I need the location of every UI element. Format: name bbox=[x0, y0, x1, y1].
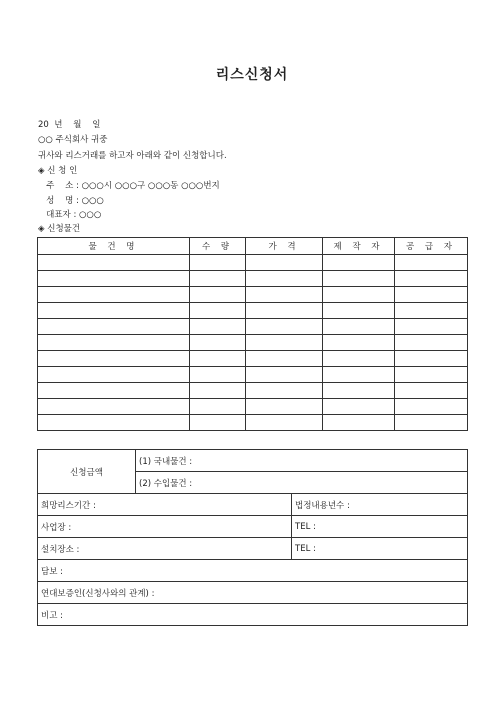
addressee: ○○ 주식회사 귀중 bbox=[38, 135, 108, 145]
table-row bbox=[38, 335, 468, 351]
date-line: 20 년 월 일 bbox=[38, 120, 101, 130]
table-row bbox=[38, 351, 468, 367]
cell-item-name[interactable] bbox=[38, 415, 190, 431]
business-site-field[interactable]: 사업장 : bbox=[38, 516, 292, 538]
cell-item-name[interactable] bbox=[38, 271, 190, 287]
cell-price[interactable] bbox=[246, 367, 323, 383]
tel-field-1[interactable]: TEL : bbox=[292, 516, 468, 538]
applicant-heading: ◈ 신 청 인 bbox=[38, 166, 78, 176]
cell-quantity[interactable] bbox=[190, 319, 246, 335]
cell-supplier[interactable] bbox=[395, 271, 468, 287]
cell-supplier[interactable] bbox=[395, 303, 468, 319]
intro-text: 귀사와 리스거래를 하고자 아래와 같이 신청합니다. bbox=[38, 151, 227, 161]
table-row bbox=[38, 383, 468, 399]
cell-quantity[interactable] bbox=[190, 383, 246, 399]
cell-supplier[interactable] bbox=[395, 335, 468, 351]
install-site-field[interactable]: 설치장소 : bbox=[38, 538, 292, 560]
cell-supplier[interactable] bbox=[395, 255, 468, 271]
remarks-field[interactable]: 비고 : bbox=[38, 604, 468, 626]
cell-quantity[interactable] bbox=[190, 303, 246, 319]
cell-manufacturer[interactable] bbox=[323, 415, 395, 431]
header-price: 가 격 bbox=[246, 238, 323, 255]
info-table bbox=[37, 449, 468, 626]
items-heading: ◈ 신청물건 bbox=[38, 224, 81, 234]
document-title: 리스신청서 bbox=[215, 67, 289, 83]
cell-supplier[interactable] bbox=[395, 351, 468, 367]
applicant-address: 주 소 : ○○○시 ○○○구 ○○○동 ○○○번지 bbox=[38, 181, 220, 191]
cell-item-name[interactable] bbox=[38, 335, 190, 351]
cell-item-name[interactable] bbox=[38, 351, 190, 367]
guarantor-field[interactable]: 연대보증인(신청사와의 관계) : bbox=[38, 582, 468, 604]
cell-price[interactable] bbox=[246, 383, 323, 399]
cell-supplier[interactable] bbox=[395, 367, 468, 383]
cell-price[interactable] bbox=[246, 287, 323, 303]
imported-items-field[interactable]: (2) 수입물건 : bbox=[136, 472, 468, 494]
cell-price[interactable] bbox=[246, 351, 323, 367]
cell-item-name[interactable] bbox=[38, 367, 190, 383]
domestic-items-field[interactable]: (1) 국내물건 : bbox=[136, 450, 468, 472]
cell-price[interactable] bbox=[246, 255, 323, 271]
tel-field-2[interactable]: TEL : bbox=[292, 538, 468, 560]
cell-item-name[interactable] bbox=[38, 303, 190, 319]
table-row bbox=[38, 287, 468, 303]
cell-manufacturer[interactable] bbox=[323, 399, 395, 415]
cell-quantity[interactable] bbox=[190, 351, 246, 367]
cell-price[interactable] bbox=[246, 303, 323, 319]
table-row bbox=[38, 319, 468, 335]
cell-manufacturer[interactable] bbox=[323, 383, 395, 399]
cell-manufacturer[interactable] bbox=[323, 367, 395, 383]
header-item-name: 물 건 명 bbox=[38, 238, 190, 255]
cell-manufacturer[interactable] bbox=[323, 319, 395, 335]
cell-quantity[interactable] bbox=[190, 255, 246, 271]
header-quantity: 수 량 bbox=[190, 238, 246, 255]
table-row bbox=[38, 303, 468, 319]
cell-price[interactable] bbox=[246, 271, 323, 287]
cell-quantity[interactable] bbox=[190, 271, 246, 287]
cell-manufacturer[interactable] bbox=[323, 351, 395, 367]
cell-supplier[interactable] bbox=[395, 383, 468, 399]
cell-quantity[interactable] bbox=[190, 399, 246, 415]
cell-manufacturer[interactable] bbox=[323, 271, 395, 287]
cell-price[interactable] bbox=[246, 399, 323, 415]
cell-item-name[interactable] bbox=[38, 287, 190, 303]
cell-supplier[interactable] bbox=[395, 287, 468, 303]
amount-label: 신청금액 bbox=[38, 450, 136, 494]
cell-quantity[interactable] bbox=[190, 335, 246, 351]
cell-item-name[interactable] bbox=[38, 255, 190, 271]
header-manufacturer: 제 작 자 bbox=[323, 238, 395, 255]
cell-supplier[interactable] bbox=[395, 399, 468, 415]
cell-manufacturer[interactable] bbox=[323, 287, 395, 303]
applicant-representative: 대표자 : ○○○ bbox=[38, 210, 102, 220]
table-row bbox=[38, 255, 468, 271]
cell-price[interactable] bbox=[246, 335, 323, 351]
cell-manufacturer[interactable] bbox=[323, 255, 395, 271]
cell-supplier[interactable] bbox=[395, 319, 468, 335]
cell-quantity[interactable] bbox=[190, 367, 246, 383]
cell-price[interactable] bbox=[246, 415, 323, 431]
cell-price[interactable] bbox=[246, 319, 323, 335]
collateral-field[interactable]: 담보 : bbox=[38, 560, 468, 582]
cell-manufacturer[interactable] bbox=[323, 303, 395, 319]
table-row bbox=[38, 367, 468, 383]
table-row bbox=[38, 399, 468, 415]
cell-quantity[interactable] bbox=[190, 415, 246, 431]
lease-period-field[interactable]: 희망리스기간 : bbox=[38, 494, 292, 516]
table-row bbox=[38, 415, 468, 431]
cell-item-name[interactable] bbox=[38, 383, 190, 399]
header-supplier: 공 급 자 bbox=[395, 238, 468, 255]
applicant-name: 성 명 : ○○○ bbox=[38, 196, 104, 206]
items-table bbox=[37, 237, 468, 431]
cell-item-name[interactable] bbox=[38, 319, 190, 335]
table-row bbox=[38, 271, 468, 287]
cell-manufacturer[interactable] bbox=[323, 335, 395, 351]
cell-supplier[interactable] bbox=[395, 415, 468, 431]
useful-life-field[interactable]: 법정내용년수 : bbox=[292, 494, 468, 516]
cell-item-name[interactable] bbox=[38, 399, 190, 415]
cell-quantity[interactable] bbox=[190, 287, 246, 303]
